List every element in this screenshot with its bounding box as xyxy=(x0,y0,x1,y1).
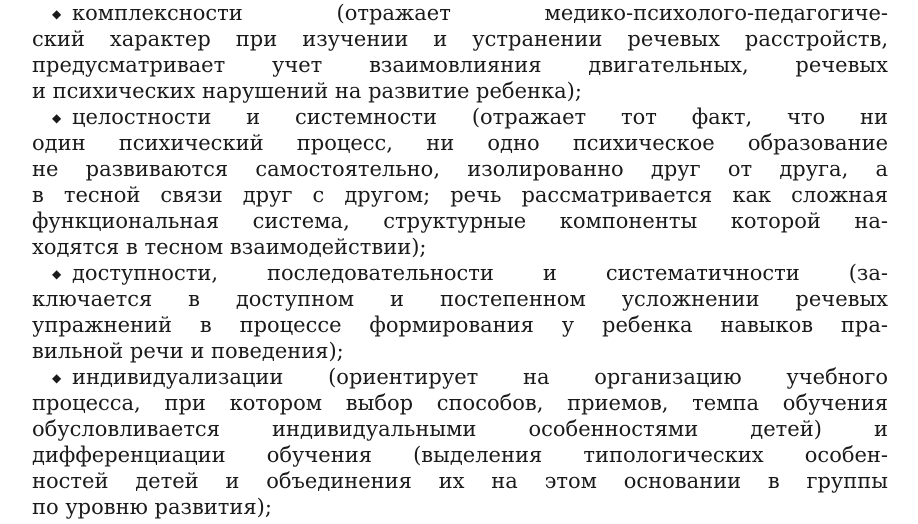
text-line: вильной речи и поведения); xyxy=(32,339,344,363)
bullet-icon: ◆ xyxy=(52,7,62,21)
line-text: комплексности (отражает медико-психолого-педагогиче- xyxy=(72,1,888,25)
bullet-icon: ◆ xyxy=(52,267,62,281)
line-text: доступности, последовательности и систематичности (за- xyxy=(72,261,888,285)
text-line: функциональная система, структурные компоненты которой на- xyxy=(32,209,888,233)
text-line: упражнений в процессе формирования у ребенка навыков пра- xyxy=(32,313,888,337)
text-line: ностей детей и объединения их на этом основании в группы xyxy=(32,469,888,493)
principle-item-accessibility xyxy=(32,260,888,364)
principle-item-complexity xyxy=(32,0,888,104)
text-line: обусловливается индивидуальными особенностями детей) и xyxy=(32,417,888,441)
text-line: по уровню развития); xyxy=(32,495,272,519)
text-line: и психических нарушений на развитие ребенка); xyxy=(32,79,582,103)
text-line: ский характер при изучении и устранении речевых расстройств, xyxy=(32,27,888,51)
text-line: один психический процесс, ни одно психическое образование xyxy=(32,131,888,155)
line-text: целостности и системности (отражает тот факт, что ни xyxy=(72,105,888,129)
line-text: индивидуализации (ориентирует на организацию учебного xyxy=(72,365,888,389)
text-line: процесса, при котором выбор способов, приемов, темпа обучения xyxy=(32,391,888,415)
text-line: в тесной связи друг с другом; речь рассматривается как сложная xyxy=(32,183,888,207)
text-line: ходятся в тесном взаимодействии); xyxy=(32,235,427,259)
text-line: дифференциации обучения (выделения типологических особен- xyxy=(32,443,888,467)
text-line xyxy=(32,260,888,286)
text-line: предусматривает учет взаимовлияния двигательных, речевых xyxy=(32,53,888,77)
principle-item-individualization xyxy=(32,364,888,520)
principle-item-integrity xyxy=(32,104,888,260)
text-line xyxy=(32,0,888,26)
text-line: не развиваются самостоятельно, изолированно друг от друга, а xyxy=(32,157,888,181)
text-line xyxy=(32,364,888,390)
bullet-icon: ◆ xyxy=(52,371,62,385)
text-line xyxy=(32,104,888,130)
text-line: ключается в доступном и постепенном усложнении речевых xyxy=(32,287,888,311)
bullet-icon: ◆ xyxy=(52,111,62,125)
